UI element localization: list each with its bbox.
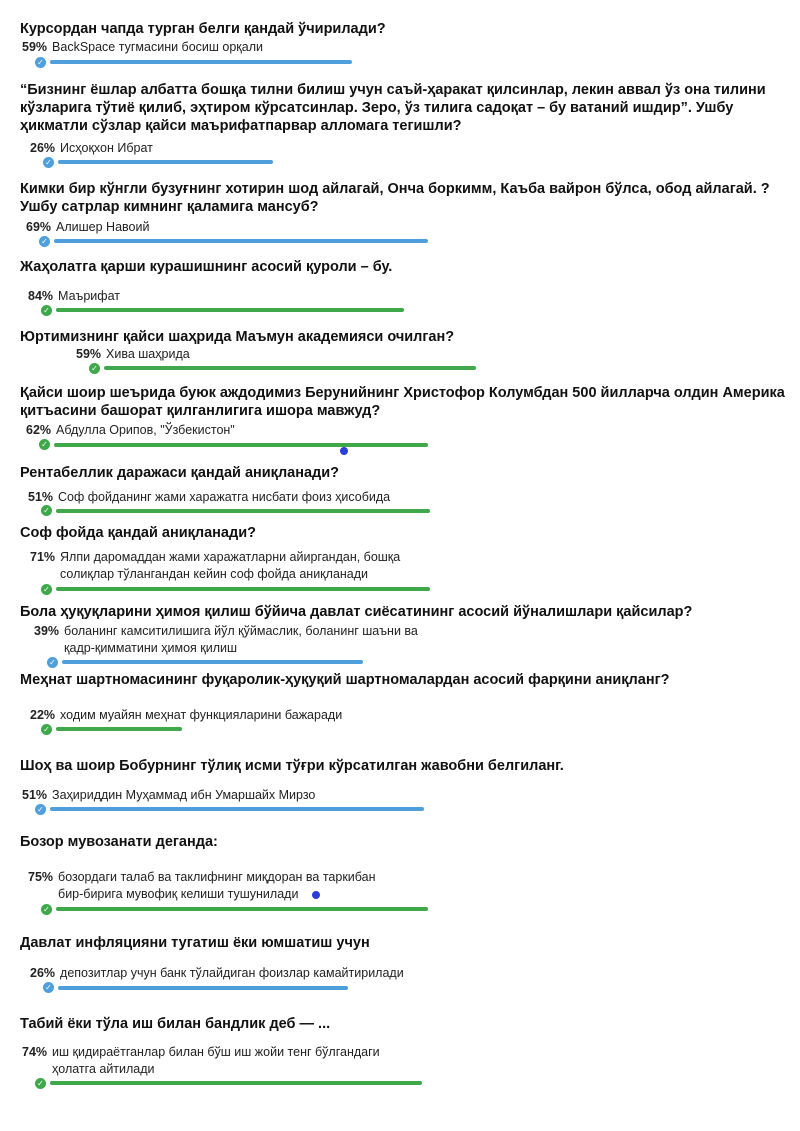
answer-percent: 74%	[22, 1045, 48, 1059]
question-text: Курсордан чапда турган белги қандай ўчирилади?	[20, 21, 386, 37]
answer-percent: 71%	[30, 550, 56, 564]
answer-text: Маърифат	[58, 289, 120, 303]
answer-option[interactable]	[30, 707, 342, 724]
vote-bar	[56, 727, 182, 731]
check-circle-icon: ✓	[39, 439, 50, 450]
check-circle-icon: ✓	[47, 657, 58, 668]
answer-text: Заҳириддин Муҳаммад ибн Умаршайх Мирзо	[52, 788, 316, 802]
vote-bar	[58, 986, 348, 990]
answer-text: Исҳоқхон Ибрат	[60, 141, 153, 155]
question-text: Рентабеллик даражаси қандай аниқланади?	[20, 465, 340, 481]
answer-option[interactable]	[26, 219, 149, 236]
check-circle-icon: ✓	[35, 804, 46, 815]
question-text: Бозор мувозанати деганда:	[20, 834, 218, 850]
vote-bar	[56, 308, 404, 312]
answer-option[interactable]	[22, 1044, 412, 1078]
answer-percent: 26%	[30, 141, 56, 155]
cursor-dot	[312, 891, 320, 899]
answer-option[interactable]	[28, 489, 390, 506]
answer-text: Алишер Навоий	[56, 220, 150, 234]
answer-percent: 26%	[30, 966, 56, 980]
answer-percent: 59%	[76, 347, 102, 361]
check-circle-icon: ✓	[41, 724, 52, 735]
answer-text: Хива шаҳрида	[106, 347, 190, 361]
answer-percent: 75%	[28, 870, 54, 884]
question-text: Шоҳ ва шоир Бобурнинг тўлиқ исми тўғри кўрсатилган жавобни белгиланг.	[20, 758, 564, 774]
check-circle-icon: ✓	[89, 363, 100, 374]
question-text: Соф фойда қандай аниқланади?	[20, 525, 256, 541]
vote-bar	[56, 907, 428, 911]
answer-option[interactable]	[30, 965, 404, 982]
check-circle-icon: ✓	[41, 584, 52, 595]
question-text: Жаҳолатга қарши курашишнинг асосий қуроли – бу.	[20, 259, 393, 275]
check-circle-icon: ✓	[35, 57, 46, 68]
answer-option[interactable]	[76, 346, 190, 363]
question-text: Бола ҳуқуқларини ҳимоя қилиш бўйича давлат сиёсатининг асосий йўналишлари қайсилар?	[20, 604, 693, 620]
answer-text: Соф фойданинг жами харажатга нисбати фоиз ҳисобида	[58, 490, 391, 504]
question-text: Меҳнат шартномасининг фуқаролик-ҳуқуқий шартномалардан асосий фарқини аниқланг?	[20, 672, 670, 688]
question-text: Кимки бир кўнгли бузуғнинг хотирин шод айлагай, Онча боркимм, Каъба вайрон бўлса, обод айлагай. ?Ушбу сатрлар кимнинг қаламига мансуб?	[20, 181, 770, 215]
check-circle-icon: ✓	[41, 305, 52, 316]
answer-option[interactable]	[22, 787, 315, 804]
answer-option[interactable]	[22, 39, 263, 56]
vote-bar	[50, 1081, 422, 1085]
vote-bar	[56, 509, 430, 513]
answer-text: Абдулла Орипов, "Ўзбекистон"	[56, 423, 235, 437]
check-circle-icon: ✓	[41, 505, 52, 516]
answer-text: Ялпи даромаддан жами харажатларни айиргандан, бошқа солиқлар тўлангандан кейин соф фойда аниқланади	[60, 550, 401, 581]
vote-bar	[104, 366, 476, 370]
check-circle-icon: ✓	[39, 236, 50, 247]
check-circle-icon: ✓	[35, 1078, 46, 1089]
question-text: Қайси шоир шеърида буюк аждодимиз Берунийнинг Христофор Колумбдан 500 йилларча олдин Америка қитъасини башорат қилганлигига ишора мавжуд?	[20, 385, 785, 419]
vote-bar	[62, 660, 363, 664]
answer-percent: 62%	[26, 423, 52, 437]
answer-text: депозитлар учун банк тўлайдиган фоизлар камайтирилади	[60, 966, 404, 980]
answer-percent: 69%	[26, 220, 52, 234]
answer-text: боланинг камситилишига йўл қўймаслик, боланинг шаъни ва қадр-қимматини ҳимоя қилиш	[64, 624, 418, 655]
answer-option[interactable]	[28, 869, 403, 903]
answer-text: иш қидираётганлар билан бўш иш жойи тенг бўлгандаги ҳолатга айтилади	[52, 1045, 380, 1076]
answer-percent: 59%	[22, 40, 48, 54]
answer-text: бозордаги талаб ва таклифнинг миқдоран ва таркибан бир-бирига мувофиқ келиши тушунилади	[58, 870, 376, 901]
vote-bar	[54, 443, 428, 447]
vote-bar	[58, 160, 273, 164]
answer-option[interactable]	[30, 140, 153, 157]
answer-percent: 22%	[30, 708, 56, 722]
cursor-dot	[340, 447, 348, 455]
answer-percent: 84%	[28, 289, 54, 303]
vote-bar	[54, 239, 428, 243]
answer-percent: 51%	[22, 788, 48, 802]
vote-bar	[50, 60, 352, 64]
question-text: Табий ёки тўла иш билан бандлик деб — ...	[20, 1016, 331, 1032]
question-text: Давлат инфляцияни тугатиш ёки юмшатиш учун	[20, 935, 370, 951]
vote-bar	[56, 587, 430, 591]
check-circle-icon: ✓	[43, 982, 54, 993]
answer-option[interactable]	[26, 422, 235, 439]
answer-option[interactable]	[34, 623, 424, 657]
answer-text: ходим муайян меҳнат функцияларини бажаради	[60, 708, 343, 722]
vote-bar	[50, 807, 424, 811]
question-text: Юртимизнинг қайси шаҳрида Маъмун академияси очилган?	[20, 329, 455, 345]
answer-percent: 51%	[28, 490, 54, 504]
answer-text: BackSpace тугмасини босиш орқали	[52, 40, 263, 54]
check-circle-icon: ✓	[41, 904, 52, 915]
question-text: “Бизнинг ёшлар албатта бошқа тилни билиш учун саъй-ҳаракат қилсинлар, лекин аввал ўз она тилини кўзларига тўтиё қилиб, эҳтиром кўрсатсинлар. Зеро, ўз тилига садоқат – бу ватаний ишдир”. Ушбу ҳикматли сўзлар қайси маърифатпарвар алломага тегишли?	[20, 82, 766, 134]
check-circle-icon: ✓	[43, 157, 54, 168]
answer-percent: 39%	[34, 624, 60, 638]
answer-option[interactable]	[30, 549, 430, 583]
answer-option[interactable]	[28, 288, 120, 305]
